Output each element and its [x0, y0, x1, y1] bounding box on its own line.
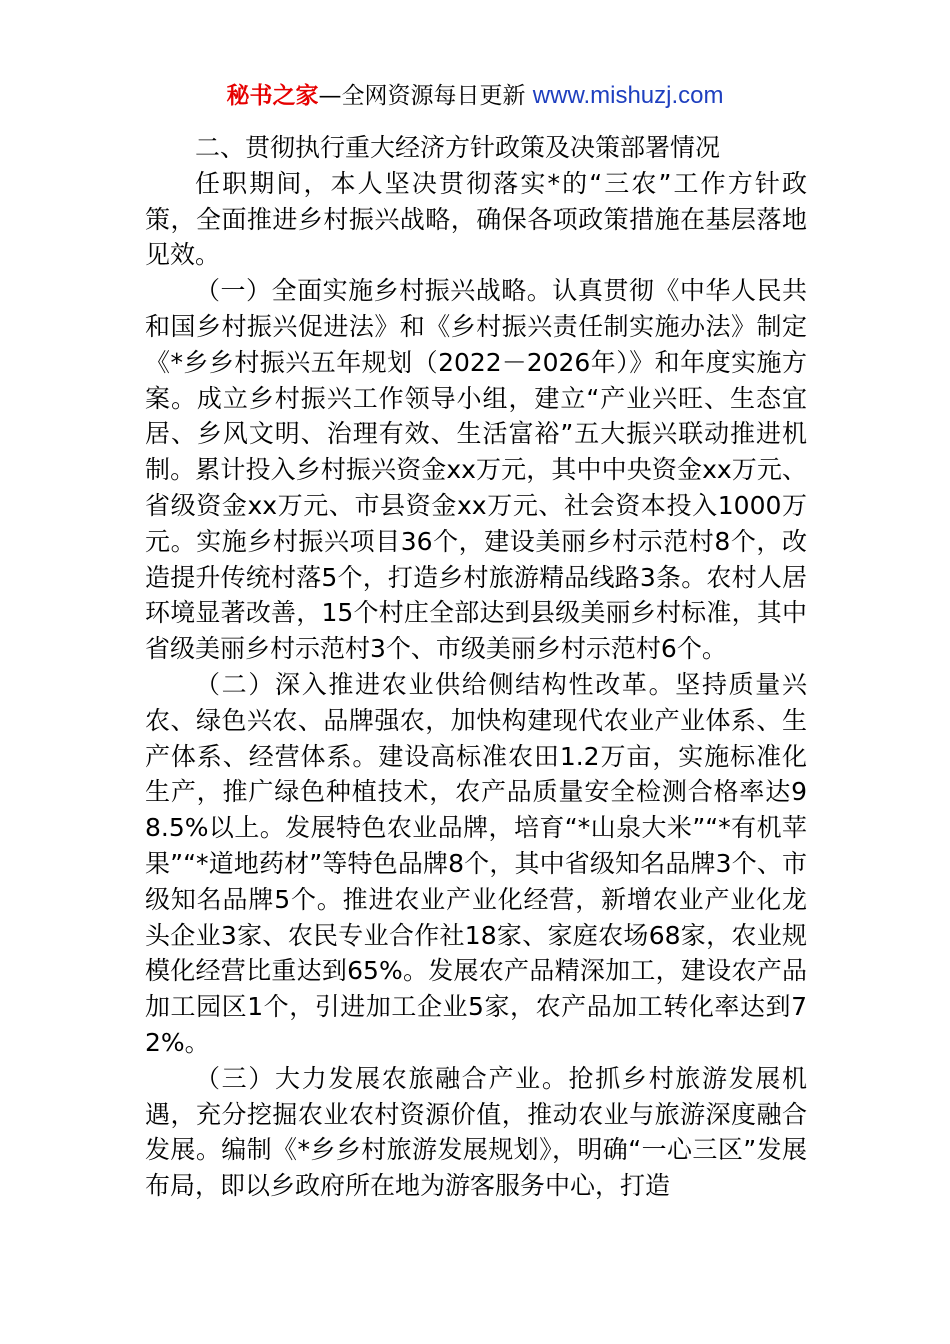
- document-header: [0, 80, 950, 112]
- section-heading: 二、贯彻执行重大经济方针政策及决策部署情况: [195, 133, 721, 162]
- paragraph-rural-revitalization: （一）全面实施乡村振兴战略。认真贯彻《中华人民共和国乡村振兴促进法》和《乡村振兴责任制实施办法》制定《*乡乡村振兴五年规划（2022－2026年）》和年度实施方案。成立乡村振兴工作领导小组，建立“产业兴旺、生态宜居、乡风文明、治理有效、生活富裕”五大振兴联动推进机制。累计投入乡村振兴资金xx万元，其中中央资金xx万元、省级资金xx万元、市县资金xx万元、社会资本投入1000万元。实施乡村振兴项目36个，建设美丽乡村示范村8个，改造提升传统村落5个，打造乡村旅游精品线路3条。农村人居环境显著改善，15个村庄全部达到县级美丽乡村标准，其中省级美丽乡村示范村3个、市级美丽乡村示范村6个。: [145, 276, 807, 664]
- brand-name: 秘书之家: [226, 83, 319, 109]
- site-url-link[interactable]: www.mishuzj.com: [532, 82, 724, 109]
- intro-paragraph: 任职期间，本人坚决贯彻落实*的“三农”工作方针政策，全面推进乡村振兴战略，确保各项政策措施在基层落地见效。: [145, 168, 807, 270]
- document-body: [145, 130, 807, 1204]
- paragraph-agricultural-reform: （二）深入推进农业供给侧结构性改革。坚持质量兴农、绿色兴农、品牌强农，加快构建现代农业产业体系、生产体系、经营体系。建设高标准农田1.2万亩，实施标准化生产，推广绿色种植技术，农产品质量安全检测合格率达98.5%以上。发展特色农业品牌，培育“*山泉大米”“*有机苹果”“*道地药材”等特色品牌8个，其中省级知名品牌3个、市级知名品牌5个。推进农业产业化经营，新增农业产业化龙头企业3家、农民专业合作社18家、家庭农场68家，农业规模化经营比重达到65%。发展农产品精深加工，建设农产品加工园区1个，引进加工企业5家，农产品加工转化率达到72%。: [145, 669, 807, 1057]
- header-tagline: —全网资源每日更新: [318, 83, 533, 109]
- paragraph-agritourism: （三）大力发展农旅融合产业。抢抓乡村旅游发展机遇，充分挖掘农业农村资源价值，推动农业与旅游深度融合发展。编制《*乡乡村旅游发展规划》，明确“一心三区”发展布局，即以乡政府所在地为游客服务中心，打造: [145, 1063, 807, 1201]
